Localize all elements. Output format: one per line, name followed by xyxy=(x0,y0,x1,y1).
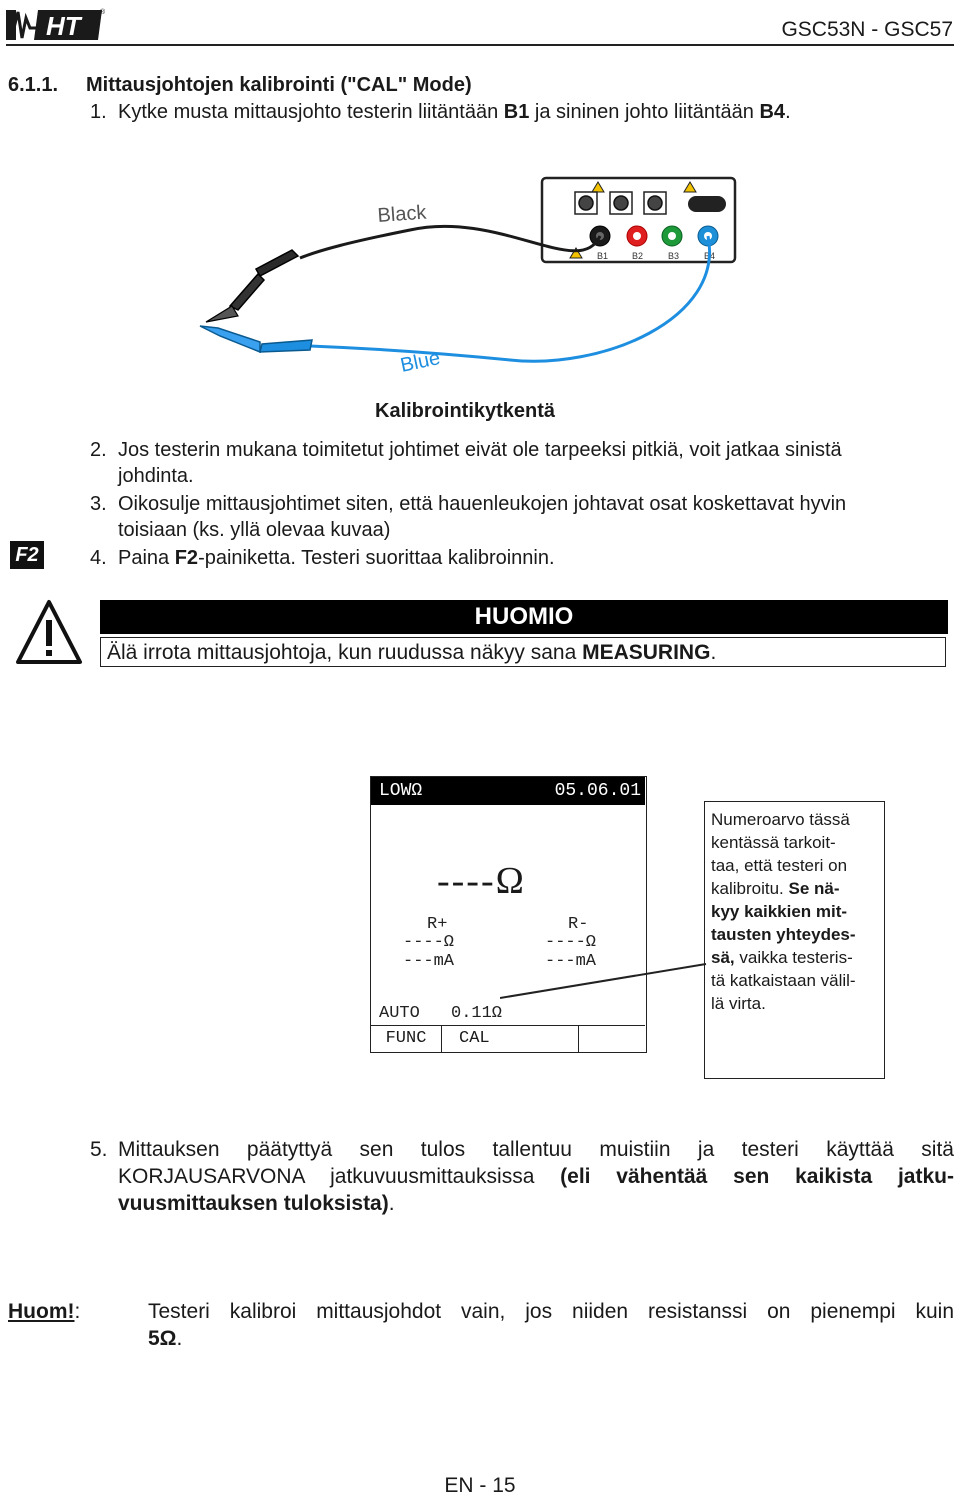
panel-slot xyxy=(688,196,726,212)
terminal-label-b4: B4 xyxy=(704,251,716,261)
ht-logo xyxy=(6,4,106,42)
warning-title: HUOMIO xyxy=(100,600,948,634)
page-number: EN - 15 xyxy=(444,1474,516,1497)
lcd-r-plus-label: R+ xyxy=(427,915,448,934)
lcd-softkey-row xyxy=(371,1025,645,1052)
step-5-line-1: Mittauksen päätyttyä sen tulos tallentuu muistiin ja testeri käyttää sitä xyxy=(118,1138,954,1161)
black-lead-label: Black xyxy=(376,201,428,227)
diagram-caption: Kalibrointikytkentä xyxy=(375,400,556,422)
section-number: 6.1.1. xyxy=(8,74,59,96)
brand-text: HT xyxy=(46,11,81,41)
step-3-line-2: toisiaan (ks. yllä olevaa kuvaa) xyxy=(118,519,391,541)
top-socket xyxy=(614,196,628,210)
step-5-line-2: KORJAUSARVONA jatkuvuusmittauksissa (eli vähentää sen kaikista jatku- xyxy=(118,1165,954,1188)
step-2-line-2: johdinta. xyxy=(118,465,194,487)
header-rule xyxy=(6,44,954,46)
lcd-r-minus-value: ----Ω xyxy=(545,933,597,952)
softkey-empty[interactable] xyxy=(581,1026,645,1052)
step-4-number: 4. xyxy=(90,547,107,569)
step-1-text: Kytke musta mittausjohto testerin liitäntään B1 ja sininen johto liitäntään B4. xyxy=(118,101,791,123)
lcd-display xyxy=(370,776,647,1053)
lcd-r-plus-value: ----Ω xyxy=(403,933,455,952)
black-probe xyxy=(256,250,298,276)
step-2-number: 2. xyxy=(90,439,107,461)
callout-line: tä katkaistaan välil- xyxy=(711,971,856,990)
note-line-2: 5Ω. xyxy=(148,1327,183,1350)
lcd-main-value: ----Ω xyxy=(437,860,526,902)
callout-line: kalibroitu. Se nä- xyxy=(711,879,840,898)
step-4-text: Paina F2-painiketta. Testeri suorittaa kalibroinnin. xyxy=(118,547,555,569)
softkey-func[interactable]: FUNC xyxy=(371,1026,442,1052)
blue-probe xyxy=(260,340,312,352)
callout-line: sä, vaikka testeris- xyxy=(711,948,853,967)
callout-line: kentässä tarkoit- xyxy=(711,833,836,852)
softkey-cal[interactable]: CAL xyxy=(443,1026,579,1052)
terminal-label-b1: B1 xyxy=(597,251,609,261)
callout-line: tausten yhteydes- xyxy=(711,925,856,944)
lcd-status-bar xyxy=(371,777,645,805)
callout-pointer-line xyxy=(500,960,720,1000)
callout-line: kyy kaikkien mit- xyxy=(711,902,848,921)
callout-line: taa, että testeri on xyxy=(711,856,848,875)
terminal-label-b3: B3 xyxy=(668,251,680,261)
section-title: Mittausjohtojen kalibrointi ("CAL" Mode) xyxy=(86,74,472,96)
lcd-r-plus-current: ---mA xyxy=(403,952,455,971)
connection-diagram xyxy=(180,170,760,385)
warning-text: Älä irrota mittausjohtoja, kun ruudussa näkyy sana MEASURING. xyxy=(100,637,946,667)
lcd-cal-value: 0.11Ω xyxy=(451,1004,503,1023)
lcd-mode: LOWΩ xyxy=(379,781,423,801)
terminal-label-b2: B2 xyxy=(632,251,644,261)
callout-line: lä virta. xyxy=(711,994,766,1013)
top-socket xyxy=(648,196,662,210)
step-5-number: 5. xyxy=(90,1138,108,1161)
callout-box xyxy=(704,801,885,1079)
callout-line: Numeroarvo tässä xyxy=(711,810,850,829)
warning-icon xyxy=(14,598,84,666)
blue-lead-label: Blue xyxy=(398,347,443,377)
document-id: GSC53N - GSC57 xyxy=(781,18,953,41)
top-socket xyxy=(579,196,593,210)
lcd-r-minus-label: R- xyxy=(568,915,589,934)
note-label: Huom!: xyxy=(8,1300,81,1323)
lcd-date: 05.06.01 xyxy=(554,781,641,801)
step-1-number: 1. xyxy=(90,101,107,123)
lcd-r-minus-current: ---mA xyxy=(545,952,597,971)
step-5-line-3: vuusmittauksen tuloksista). xyxy=(118,1192,395,1215)
note-line-1: Testeri kalibroi mittausjohdot vain, jos niiden resistanssi on pienempi kuin xyxy=(148,1300,954,1323)
step-3-line-1: Oikosulje mittausjohtimet siten, että hauenleukojen johtavat osat koskettavat hyvin xyxy=(118,493,847,515)
lcd-auto-label: AUTO xyxy=(379,1004,420,1023)
step-3-number: 3. xyxy=(90,493,107,515)
step-2-line-1: Jos testerin mukana toimitetut johtimet eivät ole tarpeeksi pitkiä, voit jatkaa sinistä xyxy=(118,439,842,461)
registered-mark: ® xyxy=(100,9,106,16)
black-crocodile-clip xyxy=(230,274,264,310)
f2-key-icon: F2 xyxy=(10,541,44,569)
blue-crocodile-clip xyxy=(200,326,260,352)
